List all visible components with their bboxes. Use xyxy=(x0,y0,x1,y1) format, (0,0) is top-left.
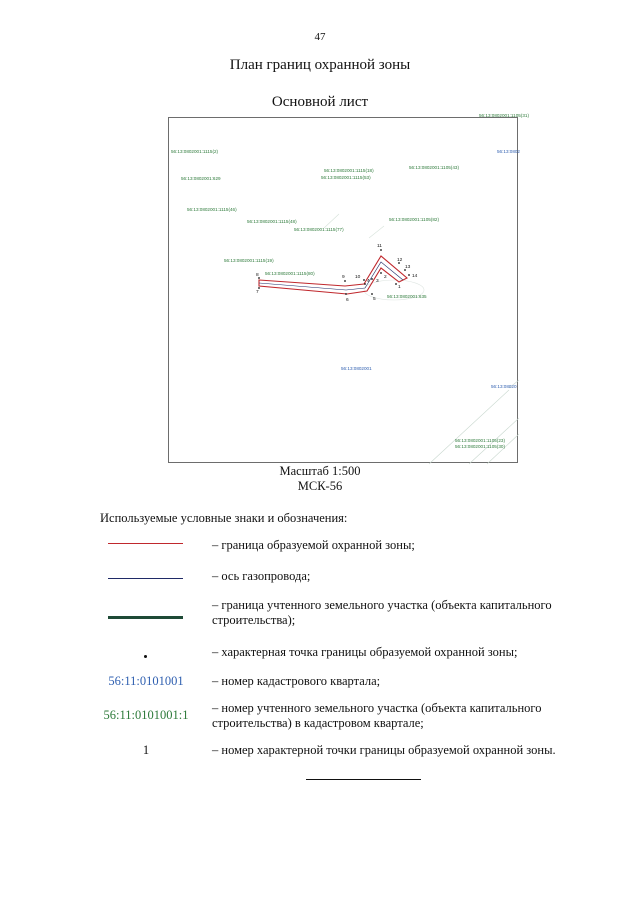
boundary-point-number: 4 xyxy=(367,279,370,284)
boundary-point-number: 3 xyxy=(376,279,379,284)
legend-item-parcel-boundary xyxy=(100,598,580,632)
end-rule xyxy=(306,779,421,780)
point-number-symbol: 1 xyxy=(142,743,150,757)
map-canvas xyxy=(169,113,529,464)
page-subtitle: Основной лист xyxy=(271,94,369,110)
boundary-point-number: 8 xyxy=(256,273,259,278)
boundary-plan-map xyxy=(168,113,529,463)
cadastral-label: 56:13:0802001:1115(48) xyxy=(247,219,297,224)
boundary-point-number: 6 xyxy=(346,298,349,303)
boundary-point-marker xyxy=(345,293,347,295)
cadastral-labels xyxy=(171,113,529,449)
boundary-point-marker xyxy=(344,280,346,282)
parcel-boundary-lines xyxy=(429,380,519,464)
parcel-number-symbol: 56:11:0101001:1 xyxy=(103,708,189,722)
boundary-point-marker xyxy=(408,274,410,276)
legend-item-point-number xyxy=(100,743,580,759)
cadastral-label: 56:13:0802 xyxy=(497,149,520,154)
boundary-point-number: 13 xyxy=(405,265,411,270)
legend-item-quarter-number xyxy=(100,674,580,690)
cadastral-label: 56:13:0802001:1105(82) xyxy=(389,217,439,222)
cadastral-label: 56:13:0802001:1115(77) xyxy=(294,227,344,232)
cadastral-label: 56:13:0802001:1105(23) xyxy=(455,438,505,443)
boundary-point-number: 7 xyxy=(256,290,259,295)
cadastral-label: 56:13:0802001:1115(18) xyxy=(324,168,374,173)
point-symbol xyxy=(144,655,147,658)
legend-desc: – номер кадастрового квартала; xyxy=(212,674,381,688)
boundary-point-number: 12 xyxy=(397,258,403,263)
gas-pipeline-axis xyxy=(259,262,403,290)
scale-label: Масштаб 1:500 xyxy=(279,464,361,478)
page-title: План границ охранной зоны xyxy=(229,57,411,73)
quarter-number-symbol: 56:11:0101001 xyxy=(108,674,184,688)
boundary-point-marker xyxy=(380,249,382,251)
legend-desc: – ось газопровода; xyxy=(212,569,311,583)
legend-title: Используемые условные знаки и обозначения: xyxy=(100,511,348,525)
boundary-point-number: 14 xyxy=(412,274,418,279)
cadastral-label: 56:13:0802001:635 xyxy=(387,294,427,299)
cadastral-label: 56:13:0802001:1105(43) xyxy=(409,165,459,170)
boundary-point-marker xyxy=(364,283,366,285)
legend-desc: – граница учтенного земельного участка (объекта капитального строительства); xyxy=(212,598,552,627)
map-scale-block xyxy=(0,464,640,494)
boundary-point-marker xyxy=(363,279,365,281)
cadastral-label: 56:13:0802001:1105(30) xyxy=(455,444,505,449)
cadastral-label: 56:13:0802001:1105(31) xyxy=(479,113,529,118)
boundary-point-marker xyxy=(258,287,260,289)
page-number: 47 xyxy=(314,31,326,43)
zone-boundary-symbol xyxy=(108,543,183,544)
boundary-point-number: 2 xyxy=(384,275,387,280)
boundary-point-number: 9 xyxy=(342,275,345,280)
legend-desc: – номер учтенного земельного участка (объекта капитального строительства) в кадастровом квартале; xyxy=(212,701,542,730)
cadastral-label: 56:13:0802001:629 xyxy=(181,176,221,181)
cadastral-label: 56:13:0802001:1115(80) xyxy=(265,271,315,276)
legend-desc: – граница образуемой охранной зоны; xyxy=(212,538,415,552)
cadastral-label: 56:13:0802001:1115(46) xyxy=(187,207,237,212)
cadastral-label: 56:13:0802001:1115(53) xyxy=(321,175,371,180)
cadastral-label: 56:13:0802001:1115(2) xyxy=(171,149,219,154)
coordinate-system: МСК-56 xyxy=(297,479,343,493)
legend-item-boundary-point xyxy=(100,645,580,661)
legend-desc: – номер характерной точки границы образуемой охранной зоны. xyxy=(212,743,556,757)
parcel-boundary-lines-2 xyxy=(324,214,384,238)
boundary-point-marker xyxy=(380,272,382,274)
boundary-point-number: 5 xyxy=(373,297,376,302)
cadastral-label: 56:13:0802001 xyxy=(341,366,372,371)
boundary-point-number: 11 xyxy=(377,244,382,249)
boundary-point-number: 1 xyxy=(398,285,401,290)
legend-item-parcel-number xyxy=(100,701,580,733)
legend-desc: – характерная точка границы образуемой охранной зоны; xyxy=(212,645,518,659)
boundary-point-marker xyxy=(371,293,373,295)
cadastral-label: 56:13:0802001:1115(19) xyxy=(224,258,274,263)
legend-item-zone-boundary xyxy=(100,538,580,554)
boundary-point-number: 10 xyxy=(355,275,361,280)
parcel-boundary-symbol xyxy=(108,616,183,619)
boundary-point-marker xyxy=(371,278,373,280)
cadastral-label: 56:13:08020 xyxy=(491,384,517,389)
legend-item-gas-axis xyxy=(100,569,580,585)
boundary-point-marker xyxy=(395,283,397,285)
gas-axis-symbol xyxy=(108,578,183,579)
